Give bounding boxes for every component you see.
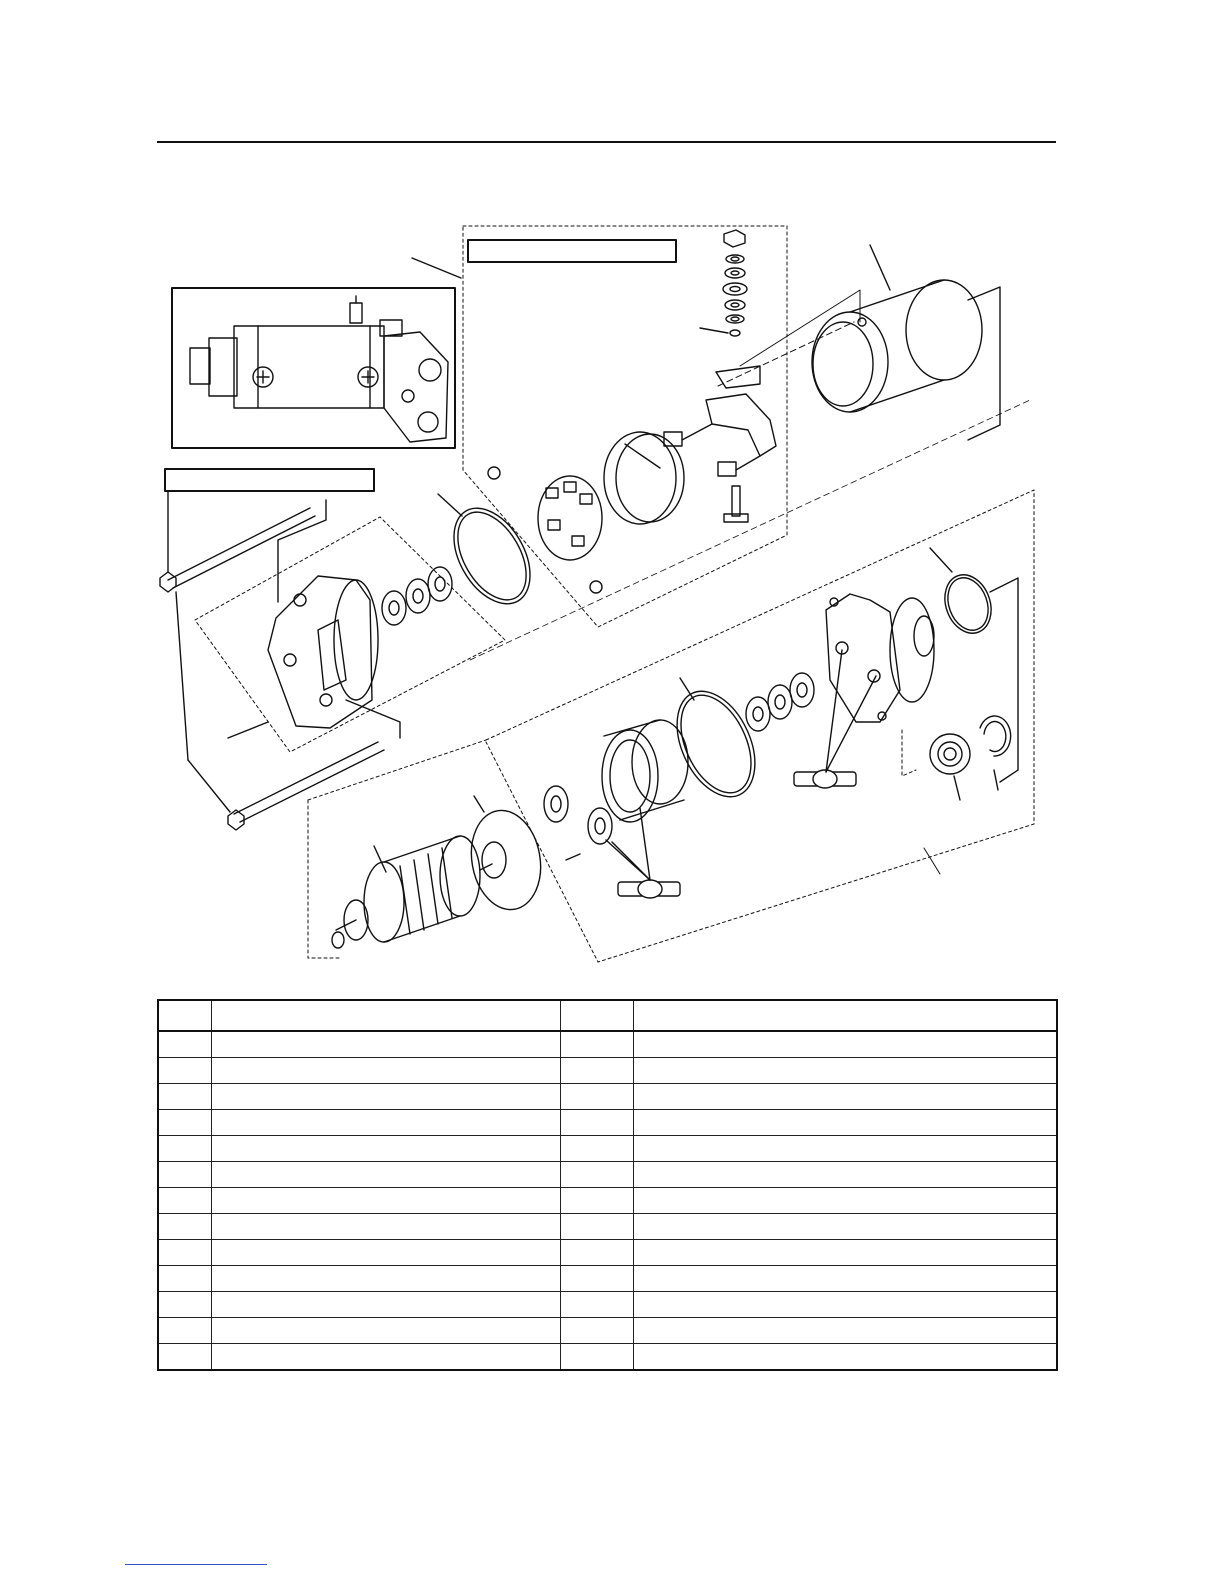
table-cell	[158, 1031, 211, 1058]
table-cell	[158, 1188, 211, 1214]
table-cell	[158, 1344, 211, 1371]
table-cell	[560, 1266, 633, 1292]
table-cell	[211, 1162, 560, 1188]
table-row	[158, 1214, 1057, 1240]
parts-list-table	[157, 999, 1058, 1371]
table-cell	[633, 1344, 1057, 1371]
table-cell	[560, 1188, 633, 1214]
table-cell	[633, 1058, 1057, 1084]
table-cell	[158, 1136, 211, 1162]
table-row	[158, 1136, 1057, 1162]
table-cell	[633, 1292, 1057, 1318]
table-row	[158, 1266, 1057, 1292]
table-cell	[158, 1266, 211, 1292]
table-row	[158, 1344, 1057, 1371]
rear-washers	[746, 673, 814, 731]
table-cell	[560, 1318, 633, 1344]
table-cell	[158, 1162, 211, 1188]
table-cell	[633, 1240, 1057, 1266]
table-row	[158, 1188, 1057, 1214]
table-cell	[211, 1240, 560, 1266]
table-cell	[211, 1188, 560, 1214]
table-cell	[560, 1162, 633, 1188]
subassembly-label-box-2	[165, 469, 374, 491]
rear-cover	[826, 594, 934, 722]
o-ring-front	[438, 494, 546, 617]
column-header	[211, 1000, 560, 1031]
brush-group-outline	[463, 226, 787, 627]
table-cell	[211, 1214, 560, 1240]
footer-link-underline	[125, 1564, 267, 1565]
assembled-starter-inset	[172, 258, 461, 448]
brush-plate	[488, 467, 602, 593]
column-header	[158, 1000, 211, 1031]
table-cell	[560, 1031, 633, 1058]
table-cell	[560, 1084, 633, 1110]
table-cell	[211, 1318, 560, 1344]
table-row	[158, 1110, 1057, 1136]
table-row	[158, 1292, 1057, 1318]
table-cell	[211, 1031, 560, 1058]
table-cell	[211, 1344, 560, 1371]
table-cell	[633, 1214, 1057, 1240]
table-cell	[158, 1318, 211, 1344]
table-cell	[158, 1110, 211, 1136]
table-cell	[211, 1136, 560, 1162]
yoke-housing	[812, 245, 1000, 440]
table-cell	[158, 1240, 211, 1266]
column-header	[633, 1000, 1057, 1031]
table-cell	[633, 1136, 1057, 1162]
circlip	[980, 716, 1011, 790]
front-washers	[382, 567, 452, 625]
lubricant-grease-icon	[606, 650, 876, 898]
table-cell	[158, 1214, 211, 1240]
table-cell	[158, 1058, 211, 1084]
table-cell	[560, 1344, 633, 1371]
table-cell	[560, 1058, 633, 1084]
table-cell	[158, 1084, 211, 1110]
table-cell	[633, 1188, 1057, 1214]
table-cell	[560, 1292, 633, 1318]
table-cell	[560, 1214, 633, 1240]
table-cell	[633, 1318, 1057, 1344]
subassembly-label-box-1	[468, 240, 676, 262]
table-row	[158, 1031, 1057, 1058]
table-cell	[633, 1266, 1057, 1292]
planet-gears	[544, 786, 612, 860]
table-cell	[211, 1266, 560, 1292]
ring-gear	[602, 720, 688, 822]
front-cover-outline	[195, 517, 505, 752]
table-cell	[211, 1084, 560, 1110]
planetary-group-outline	[486, 490, 1034, 962]
table-cell	[633, 1162, 1057, 1188]
table-cell	[560, 1136, 633, 1162]
table-row	[158, 1058, 1057, 1084]
table-row	[158, 1318, 1057, 1344]
table-row	[158, 1162, 1057, 1188]
table-cell	[633, 1031, 1057, 1058]
table-cell	[211, 1110, 560, 1136]
table-cell	[633, 1084, 1057, 1110]
o-ring-rear	[930, 548, 1018, 782]
table-cell	[560, 1240, 633, 1266]
table-cell	[633, 1110, 1057, 1136]
table-header-row	[158, 1000, 1057, 1031]
table-row	[158, 1084, 1057, 1110]
table-cell	[158, 1292, 211, 1318]
table-cell	[211, 1292, 560, 1318]
table-row	[158, 1240, 1057, 1266]
pinion-gear	[930, 734, 970, 800]
table-cell	[560, 1110, 633, 1136]
armature	[332, 836, 492, 948]
terminal-nut-stack	[700, 230, 747, 336]
table-cell	[211, 1058, 560, 1084]
column-header	[560, 1000, 633, 1031]
